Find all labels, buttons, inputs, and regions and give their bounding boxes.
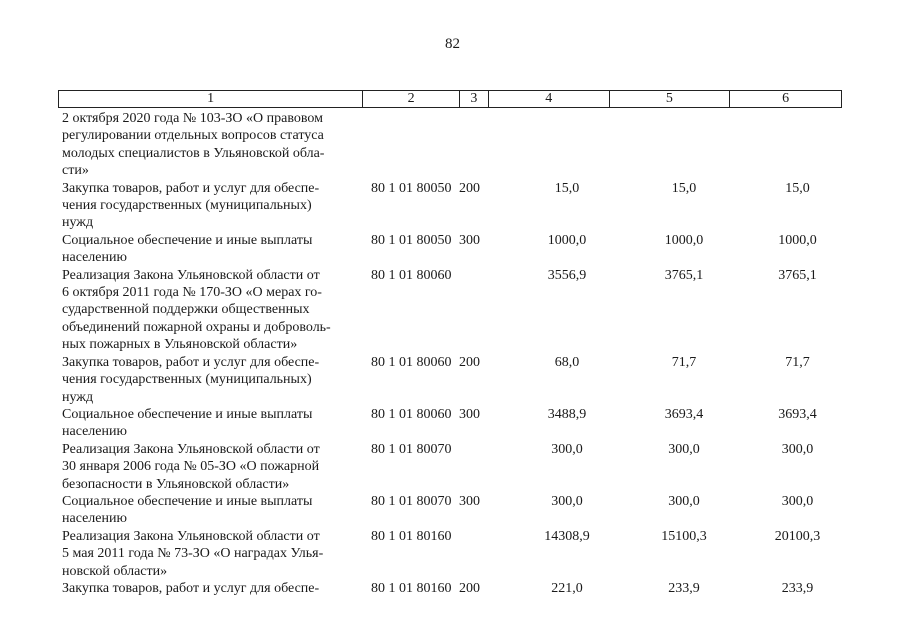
row-code: 80 1 01 80060 (371, 406, 452, 422)
column-header-1: 1 (59, 91, 363, 107)
row-value-col5: 300,0 (668, 441, 700, 457)
row-value-col6: 300,0 (781, 493, 814, 509)
column-header-6: 6 (782, 91, 790, 106)
row-value-col4: 3556,9 (547, 267, 587, 283)
row-description: 2 октября 2020 года № 103-ЗО «О правовом регулировании отдельных вопросов статуса молодых специалистов в Ульяновской обла- сти» (62, 111, 325, 179)
row-value-col5: 15100,3 (661, 528, 707, 544)
table-row (62, 441, 842, 493)
row-expense-type: 200 (459, 180, 480, 196)
row-value-col6: 3765,1 (778, 267, 817, 283)
row-code: 80 1 01 80060 (371, 267, 452, 283)
table-row (62, 528, 842, 580)
row-value-col5: 233,9 (668, 580, 700, 596)
row-code: 80 1 01 80070 (371, 441, 452, 457)
row-description: Реализация Закона Ульяновской области от 6 октября 2011 года № 170-ЗО «О мерах го- сударственной поддержки общественных объединений пожарной охраны и доброволь- ных пожарных в Ульяновской области» (62, 267, 331, 353)
column-header-3: 3 (460, 91, 489, 107)
row-expense-type: 300 (459, 493, 480, 509)
row-value-col4: 300,0 (551, 441, 583, 457)
row-value-col6: 20100,3 (774, 528, 821, 544)
row-code: 80 1 01 80050 (371, 232, 452, 248)
column-header-2: 2 (363, 91, 460, 107)
row-value-col5: 71,7 (671, 354, 697, 370)
row-code: 80 1 01 80160 (371, 580, 452, 596)
row-code: 80 1 01 80060 (371, 354, 452, 370)
row-value-col6: 15,0 (785, 180, 810, 196)
table-row (62, 232, 842, 267)
row-value-col5: 1000,0 (664, 232, 704, 248)
row-expense-type (459, 441, 493, 493)
row-value-col6: 233,9 (781, 580, 814, 596)
row-expense-type (459, 528, 493, 580)
table-row (62, 267, 842, 354)
row-value-col5: 300,0 (668, 493, 700, 509)
table-row (62, 406, 842, 441)
row-description: Социальное обеспечение и иные выплаты населению (62, 232, 313, 266)
row-value-col4: 1000,0 (547, 232, 587, 248)
table-row (62, 110, 842, 180)
table-row (62, 180, 842, 232)
table-row (62, 493, 842, 528)
column-header-4: 4 (489, 91, 610, 107)
row-value-col6: 300,0 (781, 441, 814, 457)
row-value-col4: 14308,9 (544, 528, 590, 544)
row-value-col5: 3765,1 (664, 267, 704, 283)
row-description: Закупка товаров, работ и услуг для обеспе- (62, 580, 320, 596)
column-header-5: 5 (610, 91, 731, 107)
row-description: Закупка товаров, работ и услуг для обеспе- чения государственных (муниципальных) нужд (62, 354, 320, 405)
row-expense-type (459, 110, 493, 180)
row-description: Реализация Закона Ульяновской области от 30 января 2006 года № 05-ЗО «О пожарной безопасности в Ульяновской области» (62, 441, 320, 492)
row-expense-type: 200 (459, 354, 480, 370)
row-value-col6: 1000,0 (778, 232, 817, 248)
row-expense-type: 300 (459, 406, 480, 422)
row-value-col6: 71,7 (785, 354, 810, 370)
row-description: Социальное обеспечение и иные выплаты населению (62, 406, 313, 440)
row-value-col4: 300,0 (551, 493, 583, 509)
row-value-col4: 221,0 (551, 580, 583, 596)
table-row (62, 580, 842, 597)
row-expense-type: 300 (459, 232, 480, 248)
row-value-col5: 3693,4 (664, 406, 704, 422)
row-code: 80 1 01 80160 (371, 528, 452, 544)
row-value-col4: 3488,9 (547, 406, 587, 422)
row-code: 80 1 01 80070 (371, 493, 452, 509)
row-value-col5 (613, 110, 733, 180)
row-value-col4: 68,0 (554, 354, 580, 370)
table-header-row (58, 90, 842, 108)
row-expense-type: 200 (459, 580, 480, 596)
table-body (62, 110, 842, 597)
row-code: 80 1 01 80050 (371, 180, 452, 196)
row-value-col4 (493, 110, 613, 180)
row-code (358, 110, 459, 180)
row-value-col6 (733, 110, 842, 180)
page-number: 82 (445, 36, 460, 52)
row-description: Закупка товаров, работ и услуг для обеспе- чения государственных (муниципальных) нужд (62, 180, 320, 231)
row-description: Социальное обеспечение и иные выплаты населению (62, 493, 313, 527)
row-value-col5: 15,0 (671, 180, 697, 196)
row-value-col4: 15,0 (554, 180, 580, 196)
row-description: Реализация Закона Ульяновской области от 5 мая 2011 года № 73-ЗО «О наградах Улья- новской области» (62, 528, 324, 579)
row-value-col6: 3693,4 (778, 406, 817, 422)
table-row (62, 354, 842, 406)
row-expense-type (459, 267, 493, 354)
